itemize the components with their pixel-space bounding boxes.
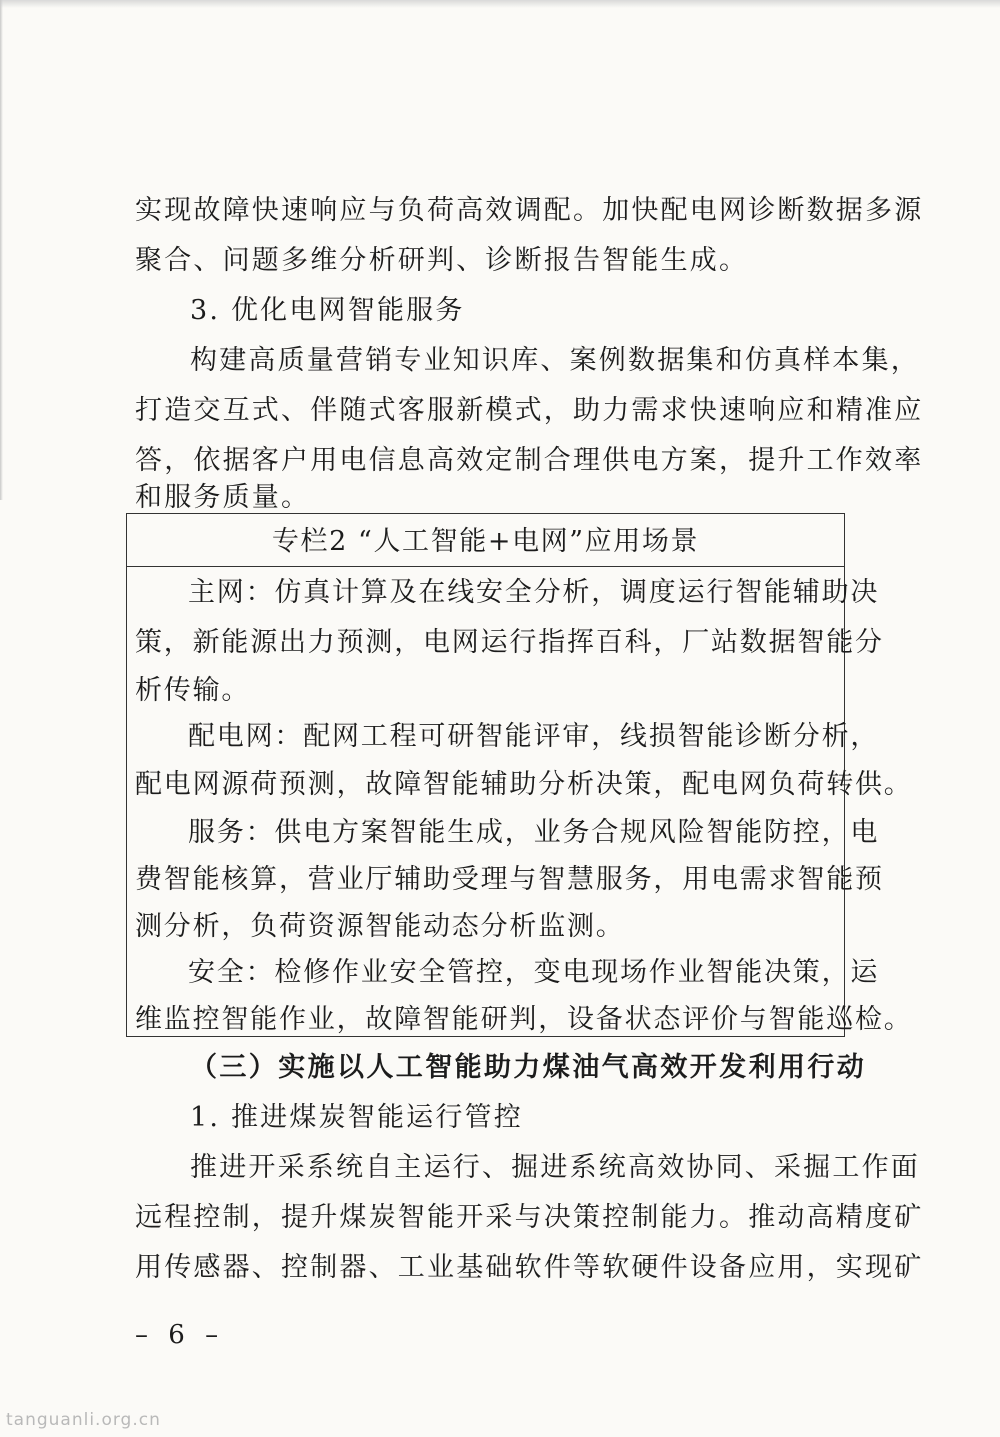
paragraph-line: 构建高质量营销专业知识库、案例数据集和仿真样本集，	[190, 345, 920, 376]
box-line: 维监控智能作业，故障智能研判，设备状态评价与智能巡检。	[135, 1004, 913, 1035]
box-line: 策，新能源出力预测，电网运行指挥百科，厂站数据智能分	[135, 627, 884, 658]
page-number: – 6 –	[135, 1320, 225, 1350]
box-line: 配电网：配网工程可研智能评审，线损智能诊断分析，	[188, 721, 880, 752]
box-line: 主网：仿真计算及在线安全分析，调度运行智能辅助决	[188, 577, 880, 608]
paragraph-line: 远程控制，提升煤炭智能开采与决策控制能力。推动高精度矿	[135, 1202, 924, 1233]
watermark: tanguanli.org.cn	[6, 1410, 161, 1430]
scan-edge-left	[0, 0, 3, 500]
paragraph-line: 推进开采系统自主运行、掘进系统高效协同、采掘工作面	[190, 1152, 920, 1183]
box-line: 服务：供电方案智能生成，业务合规风险智能防控，电	[188, 817, 880, 848]
box-title: 专栏2 “人工智能+电网”应用场景	[271, 526, 700, 557]
paragraph-line: 用传感器、控制器、工业基础软件等软硬件设备应用，实现矿	[135, 1252, 924, 1283]
paragraph-line: 聚合、问题多维分析研判、诊断报告智能生成。	[135, 245, 749, 276]
box-line: 测分析，负荷资源智能动态分析监测。	[135, 911, 625, 942]
box-line: 析传输。	[135, 675, 251, 706]
box-line: 配电网源荷预测，故障智能辅助分析决策，配电网负荷转供。	[135, 769, 913, 800]
box-line: 费智能核算，营业厅辅助受理与智慧服务，用电需求智能预	[135, 864, 884, 895]
box-title-divider	[127, 566, 844, 567]
paragraph-line: 答，依据客户用电信息高效定制合理供电方案，提升工作效率	[135, 445, 924, 476]
paragraph-line: 实现故障快速响应与负荷高效调配。加快配电网诊断数据多源	[135, 195, 924, 226]
box-line: 安全：检修作业安全管控，变电现场作业智能决策，运	[188, 957, 880, 988]
subsection-title: 1. 推进煤炭智能运行管控	[190, 1102, 523, 1133]
scan-edge-top	[0, 0, 1000, 8]
section-heading: （三）实施以人工智能助力煤油气高效开发利用行动	[190, 1052, 867, 1083]
paragraph-line: 打造交互式、伴随式客服新模式，助力需求快速响应和精准应	[135, 395, 924, 426]
paragraph-line: 和服务质量。	[135, 482, 311, 513]
subsection-title: 3. 优化电网智能服务	[190, 295, 465, 326]
